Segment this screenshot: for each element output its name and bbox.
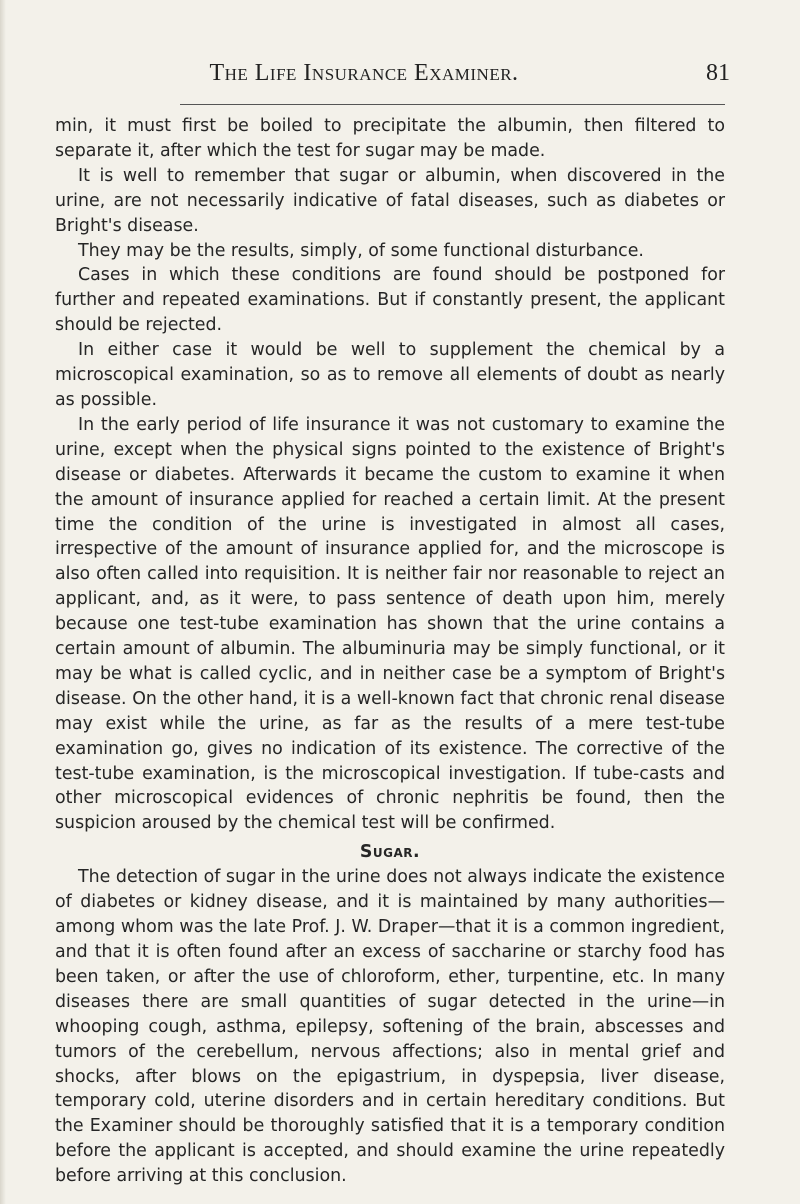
paragraph: They may be the results, simply, of some functional disturbance. xyxy=(78,240,644,261)
paragraph: It is well to remember that sugar or albumin, when discovered in the urine, are not necessarily indicative of fatal diseases, such as diabetes or Bright's disease. xyxy=(55,165,725,236)
page-body xyxy=(55,114,725,1189)
running-title: The Life Insurance Examiner. xyxy=(209,60,519,86)
section-heading-sugar: Sugar. xyxy=(359,842,421,863)
paragraph: The detection of sugar in the urine does not always indicate the existence of diabetes or kidney disease, and it is maintained by many authorities—among whom was the late Prof. J. W. Draper—that it is a common ingredient, and that it is often found after an excess of saccharine or starchy food has been taken, or after the use of chloroform, ether, turpentine, etc. In many diseases there are small quantities of sugar detected in the urine—in whooping cough, asthma, epilepsy, softening of the brain, abscesses and tumors of the cerebellum, nervous affections; also in mental grief and shocks, after blows on the epigastrium, in dyspepsia, liver disease, temporary cold, uterine disorders and in certain hereditary conditions. But the Examiner should be thoroughly satisfied that it is a temporary condition before the applicant is accepted, and should examine the urine repeatedly before arriving at this conclusion. xyxy=(55,867,725,1187)
header-rule xyxy=(180,104,725,105)
page-edge-shadow xyxy=(0,0,6,1204)
paragraph: Cases in which these conditions are found should be postponed for further and repeated examinations. But if constantly present, the applicant should be rejected. xyxy=(55,265,725,336)
paragraph: In either case it would be well to supplement the chemical by a microscopical examination, so as to remove all elements of doubt as nearly as possible. xyxy=(55,340,725,410)
paragraph-continuation: min, it must first be boiled to precipitate the albumin, then filtered to separate it, after which the test for sugar may be made. xyxy=(55,116,725,161)
page-header xyxy=(0,60,800,90)
paragraph: In the early period of life insurance it was not customary to examine the urine, except when the physical signs pointed to the existence of Bright's disease or diabetes. Afterwards it became the custom to examine it when the amount of insurance applied for reached a certain limit. At the present time the condition of the urine is investigated in almost all cases, irrespective of the amount of insurance applied for, and the microscope is also often called into requisition. It is neither fair nor reasonable to reject an applicant, and, as it were, to pass sentence of death upon him, merely because one test-tube examination has shown that the urine contains a certain amount of albumin. The albuminuria may be simply functional, or it may be what is called cyclic, and in neither case be a symptom of Bright's disease. On the other hand, it is a well-known fact that chronic renal disease may exist while the urine, as far as the results of a mere test-tube examination go, gives no indication of its existence. The corrective of the test-tube examination, is the microscopical investigation. If tube-casts and other microscopical evidences of chronic nephritis be found, then the suspicion aroused by the chemical test will be confirmed. xyxy=(55,414,725,834)
page-number: 81 xyxy=(706,60,730,86)
